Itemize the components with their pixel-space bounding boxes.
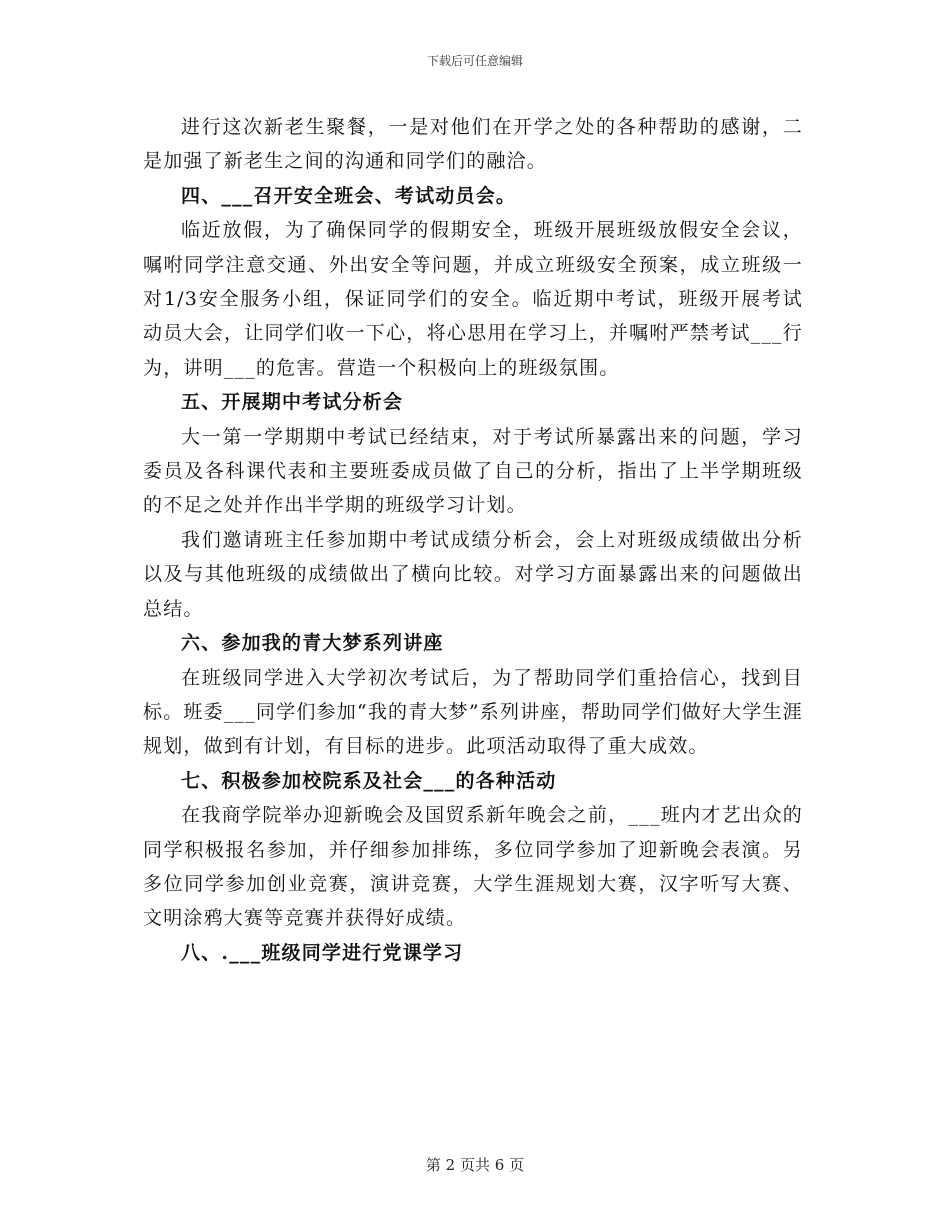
section-heading-4: 四、___召开安全班会、考试动员会。 [181,184,517,207]
paragraph-safety-meeting: 临近放假，为了确保同学的假期安全，班级开展班级放假安全会议，嘱咐同学注意交通、外出安全等问题，并成立班级安全预案，成立班级一对1/3安全服务小组，保证同学们的安全。临近期中考试，班级开展考试动员大会，让同学们收一下心，将心思用在学习上，并嘱咐严禁考试___行为，讲明___的危害。营造一个积极向上的班级氛围。 [143,219,803,379]
paragraph-activities: 在我商学院举办迎新晚会及国贸系新年晚会之前，___班内才艺出众的同学积极报名参加，并仔细参加排练，多位同学参加了迎新晚会表演。另多位同学参加创业竞赛，演讲竞赛，大学生涯规划大赛，汉字听写大赛、文明涂鸦大赛等竞赛并获得好成绩。 [143,804,803,930]
paragraph-teacher-analysis: 我们邀请班主任参加期中考试成绩分析会，会上对班级成绩做出分析以及与其他班级的成绩做出了横向比较。对学习方面暴露出来的问题做出总结。 [143,528,803,620]
section-heading-5: 五、开展期中考试分析会 [181,391,404,414]
paragraph-lecture-series: 在班级同学进入大学初次考试后，为了帮助同学们重拾信心，找到目标。班委___同学们参加“我的青大梦”系列讲座，帮助同学们做好大学生涯规划，做到有计划，有目标的进步。此项活动取得了重大成效。 [143,666,803,758]
document-body [143,110,803,970]
page-number: 第 2 页共 6 页 [425,1156,525,1174]
section-heading-6: 六、参加我的青大梦系列讲座 [181,632,444,655]
page-header: 下载后可任意编辑 [426,54,523,68]
paragraph-exam-analysis: 大一第一学期期中考试已经结束，对于考试所暴露出来的问题，学习委员及各科课代表和主要班委成员做了自己的分析，指出了上半学期班级的不足之处并作出半学期的班级学习计划。 [143,425,803,517]
section-heading-8: 八、.___班级同学进行党课学习 [181,941,464,964]
section-heading-7: 七、积极参加校院系及社会___的各种活动 [181,769,557,792]
paragraph-dinner-summary: 进行这次新老生聚餐，一是对他们在开学之处的各种帮助的感谢，二是加强了新老生之间的沟通和同学们的融洽。 [143,116,803,173]
